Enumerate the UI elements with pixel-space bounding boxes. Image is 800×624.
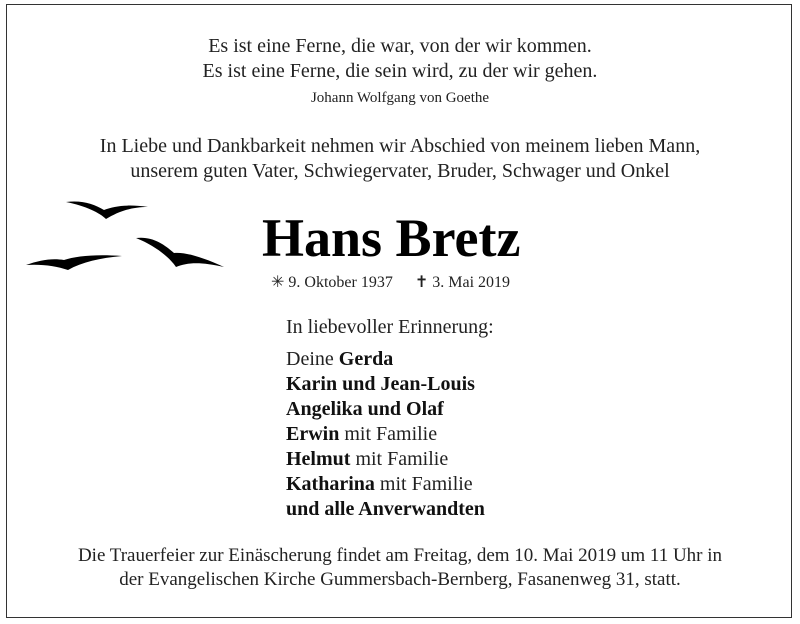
poem-line-2: Es ist eine Ferne, die sein wird, zu der wir gehen. [202, 60, 598, 82]
mourner-row [286, 498, 485, 521]
mourner-name: Gerda [338, 348, 394, 370]
mourners-heading: In liebevoller Erinnerung: [286, 316, 494, 338]
mourner-row [286, 348, 393, 371]
mourner-row [286, 423, 437, 446]
mourner-row [286, 448, 448, 471]
mourner-name: Katharina [286, 473, 375, 495]
mourner-name: Karin und Jean-Louis [286, 373, 475, 395]
intro-line-1: In Liebe und Dankbarkeit nehmen wir Abschied von meinem lieben Mann, [99, 135, 701, 157]
mourner-name: Erwin [286, 423, 340, 445]
mourner-name: und alle Anverwandten [286, 498, 485, 520]
mourner-suffix: mit Familie [374, 473, 473, 495]
ceremony-line-2: der Evangelischen Kirche Gummersbach-Bernberg, Fasanenweg 31, statt. [119, 569, 681, 590]
mourner-name: Helmut [286, 448, 351, 470]
death-cross-icon: ✝ [414, 274, 429, 291]
death-date: 3. Mai 2019 [432, 274, 511, 291]
poem-author: Johann Wolfgang von Goethe [310, 90, 490, 106]
mourner-row [286, 398, 444, 421]
deceased-name: Hans Bretz [262, 208, 521, 268]
mourner-row [286, 473, 473, 496]
intro-line-2: unserem guten Vater, Schwiegervater, Bruder, Schwager und Onkel [130, 160, 670, 182]
birth-date: 9. Oktober 1937 [288, 274, 393, 291]
flying-birds-icon [24, 192, 234, 282]
mourner-suffix: mit Familie [350, 448, 449, 470]
mourner-name: Angelika und Olaf [286, 398, 444, 420]
mourner-suffix: mit Familie [339, 423, 438, 445]
mourner-row [286, 373, 475, 396]
ceremony-line-1: Die Trauerfeier zur Einäscherung findet am Freitag, dem 10. Mai 2019 um 11 Uhr in [77, 545, 723, 566]
life-dates [271, 272, 510, 292]
poem-line-1: Es ist eine Ferne, die war, von der wir kommen. [208, 35, 592, 57]
birth-star-icon: ✳ [271, 274, 285, 291]
mourner-prefix: Deine [286, 348, 339, 370]
